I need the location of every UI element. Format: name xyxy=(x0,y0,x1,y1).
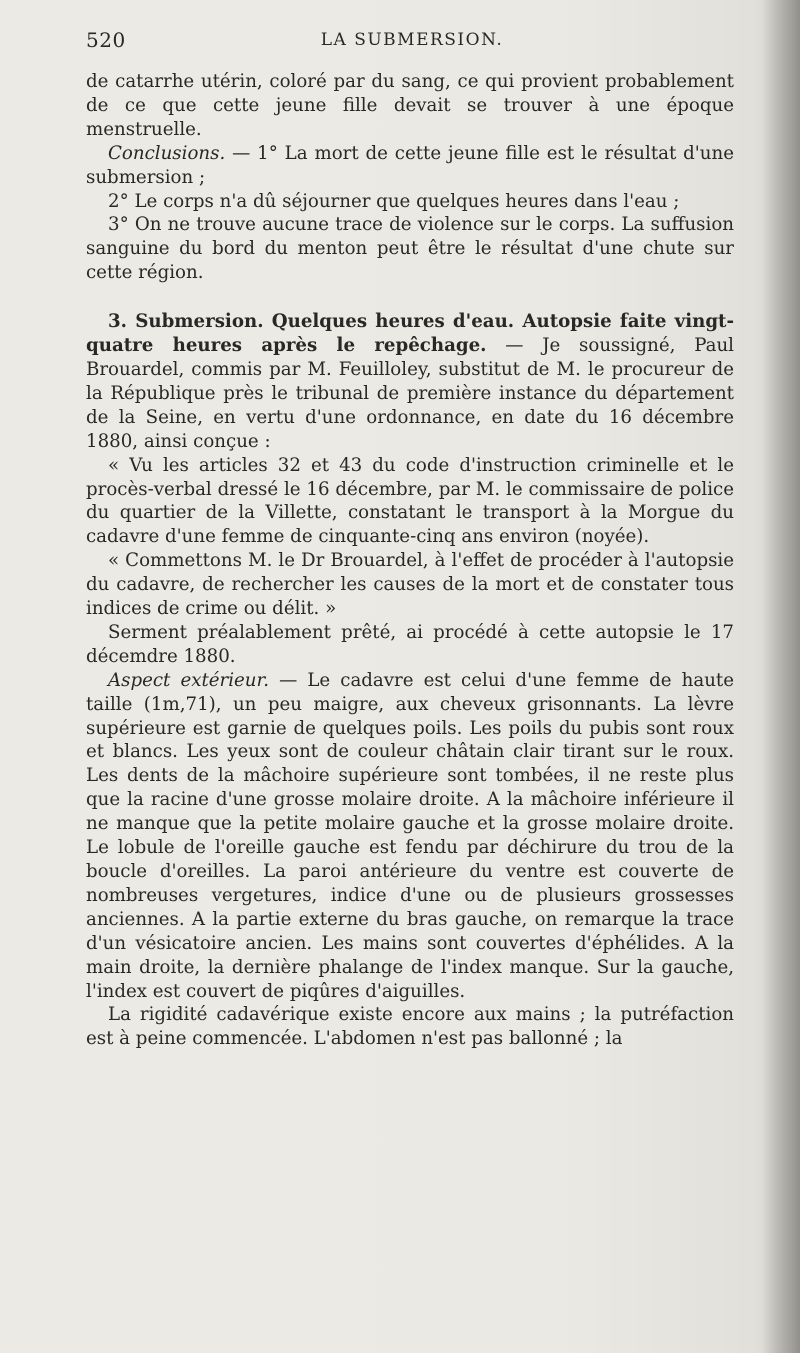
page-header xyxy=(86,28,736,54)
paragraph-quote-1: « Vu les articles 32 et 43 du code d'instruction criminelle et le procès-verbal dressé le 16 décembre, par M. le commissaire de police du quartier de la Villette, constatant le transport à la Morgue du cadavre d'une femme de cinquante-cinq ans environ (noyée). xyxy=(86,454,734,548)
conclusions-label: Conclusions. xyxy=(108,142,226,164)
page-body xyxy=(86,70,734,1051)
paragraph-rigidity: La rigidité cadavérique existe encore aux mains ; la putréfaction est à peine commencée. L'abdomen n'est pas ballonné ; la xyxy=(86,1004,734,1050)
external-aspect-label: Aspect extérieur. xyxy=(108,669,269,691)
paragraph-continuation: de catarrhe utérin, coloré par du sang, ce qui provient probablement de ce que cette jeune fille devait se trouver à une époque menstruelle. xyxy=(86,71,734,140)
section-gap xyxy=(86,285,734,310)
case-intro-text: — Je soussigné, Paul Brouardel, commis par M. Feuilloley, substitut de M. le procureur de la République près le tribunal de première instance du département de la Seine, en vertu d'une ordonnance, en date du 16 décembre 1880, ainsi conçue : xyxy=(86,335,734,452)
case-heading: 3. Submersion. Quelques heures d'eau. Autopsie faite vingt-quatre heures après le repêchage. xyxy=(86,311,734,357)
page-edge-shadow xyxy=(762,0,800,1353)
paragraph-conclusion-3: 3° On ne trouve aucune trace de violence sur le corps. La suffusion sanguine du bord du menton peut être le résultat d'une chute sur cette région. xyxy=(86,214,734,284)
paragraph-case-3 xyxy=(86,310,734,453)
page-number: 520 xyxy=(86,28,126,52)
external-aspect-text: — Le cadavre est celui d'une femme de haute taille (1m,71), un peu maigre, aux cheveux grisonnants. La lèvre supérieure est garnie de quelques poils. Les poils du pubis sont roux et blancs. Les yeux sont de couleur châtain clair tirant sur le roux. Les dents de la mâchoire supérieure sont tombées, il ne reste plus que la racine d'une grosse molaire droite. A la mâchoire inférieure il ne manque que la petite molaire gauche et la grosse molaire droite. Le lobule de l'oreille gauche est fendu par déchirure du trou de la boucle d'oreilles. La paroi antérieure du ventre est couverte de nombreuses vergetures, indice d'une ou de plusieurs grossesses anciennes. A la partie externe du bras gauche, on remarque la trace d'un vésicatoire ancien. Les mains sont couvertes d'éphélides. A la main droite, la dernière phalange de l'index manque. Sur la gauche, l'index est couvert de piqûres d'aiguilles. xyxy=(86,669,734,1002)
conclusions-text: — 1° La mort de cette jeune fille est le résultat d'une submersion ; xyxy=(86,142,734,188)
running-title: LA SUBMERSION. xyxy=(320,30,504,50)
paragraph-external-aspect xyxy=(86,669,734,1004)
paragraph-quote-2: « Commettons M. le Dr Brouardel, à l'effet de procéder à l'autopsie du cadavre, de rechercher les causes de la mort et de constater tous indices de crime ou délit. » xyxy=(86,550,734,620)
paragraph-conclusion-2: 2° Le corps n'a dû séjourner que quelques heures dans l'eau ; xyxy=(108,190,680,212)
paragraph-oath: Serment préalablement prêté, ai procédé à cette autopsie le 17 décemdre 1880. xyxy=(86,621,734,667)
paragraph-conclusions xyxy=(86,142,734,190)
